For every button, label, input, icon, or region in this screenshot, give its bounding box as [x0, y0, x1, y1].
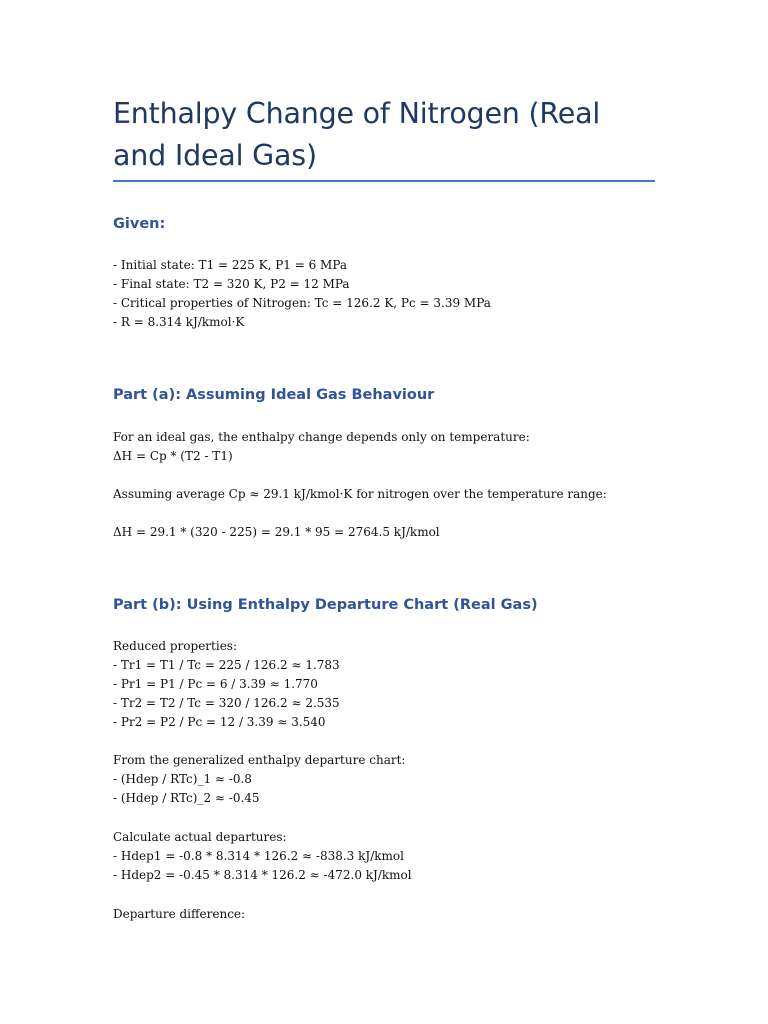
part-b-line: - Pr2 = P2 / Pc = 12 / 3.39 ≈ 3.540	[113, 715, 326, 729]
given-line: - R = 8.314 kJ/kmol·K	[113, 315, 245, 329]
part-a-line: For an ideal gas, the enthalpy change depends only on temperature:	[113, 430, 530, 444]
part-b-line: - Hdep2 = -0.45 * 8.314 * 126.2 ≈ -472.0 kJ/kmol	[113, 868, 412, 882]
part-a-line: ΔH = 29.1 * (320 - 225) = 29.1 * 95 = 2764.5 kJ/kmol	[113, 525, 440, 539]
document-title: Enthalpy Change of Nitrogen (Real and Ideal Gas)	[113, 97, 601, 172]
title-underline	[113, 180, 655, 182]
given-line: - Final state: T2 = 320 K, P2 = 12 MPa	[113, 277, 350, 291]
heading-part-b: Part (b): Using Enthalpy Departure Chart (Real Gas)	[113, 597, 538, 613]
part-b-line: - Hdep1 = -0.8 * 8.314 * 126.2 ≈ -838.3 kJ/kmol	[113, 849, 404, 863]
part-a-line: ΔH = Cp * (T2 - T1)	[113, 449, 233, 463]
part-b-line: - Pr1 = P1 / Pc = 6 / 3.39 ≈ 1.770	[113, 677, 318, 691]
part-b-line: Departure difference:	[113, 907, 246, 921]
part-b-line: From the generalized enthalpy departure chart:	[113, 753, 406, 767]
given-line: - Initial state: T1 = 225 K, P1 = 6 MPa	[113, 258, 348, 272]
part-b-line: Calculate actual departures:	[113, 830, 287, 844]
given-line: - Critical properties of Nitrogen: Tc = 126.2 K, Pc = 3.39 MPa	[113, 296, 491, 310]
heading-given: Given:	[113, 216, 166, 232]
part-b-line: - Tr1 = T1 / Tc = 225 / 126.2 ≈ 1.783	[113, 658, 340, 672]
part-a-line: Assuming average Cp ≈ 29.1 kJ/kmol·K for nitrogen over the temperature range:	[113, 487, 607, 501]
part-b-line: - (Hdep / RTc)_1 ≈ -0.8	[113, 772, 252, 786]
part-b-line: Reduced properties:	[113, 639, 237, 653]
heading-part-a: Part (a): Assuming Ideal Gas Behaviour	[113, 387, 435, 403]
part-b-line: - (Hdep / RTc)_2 ≈ -0.45	[113, 791, 260, 805]
part-b-line: - Tr2 = T2 / Tc = 320 / 126.2 ≈ 2.535	[113, 696, 340, 710]
